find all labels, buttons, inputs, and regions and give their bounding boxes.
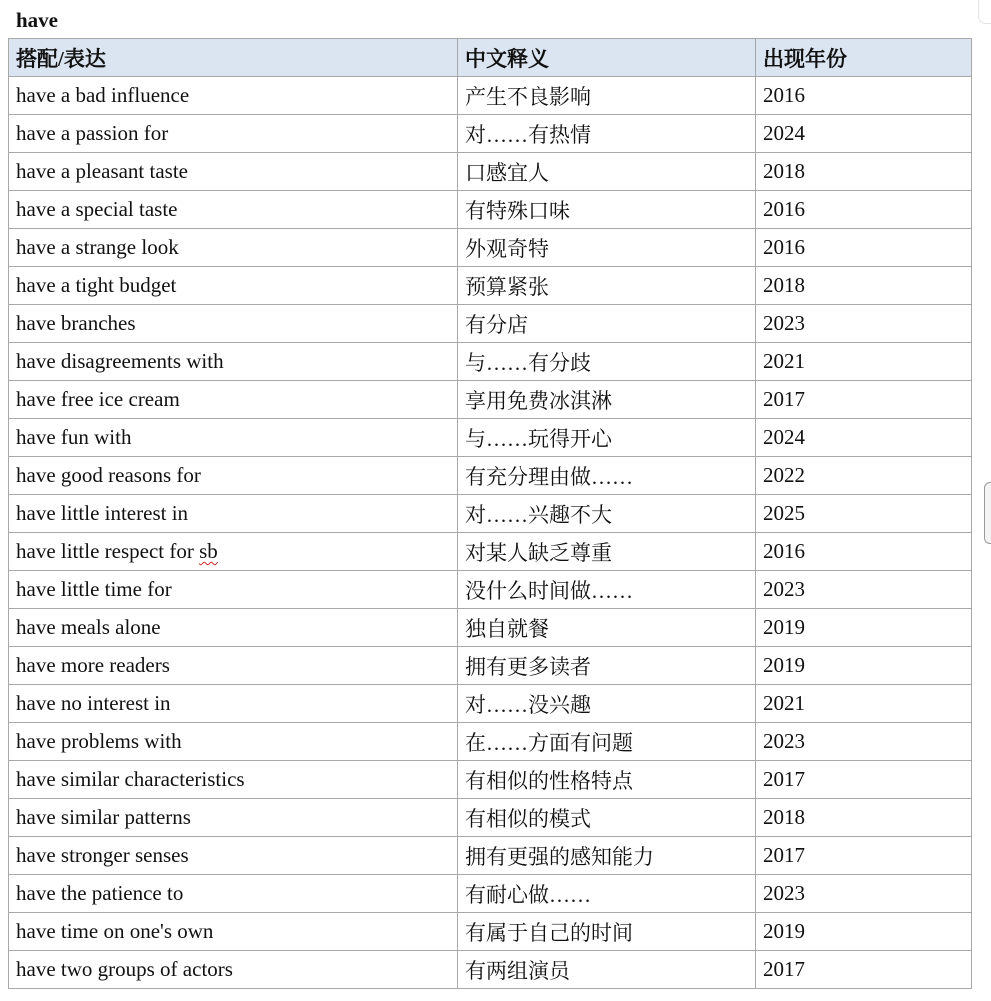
cell-phrase-text: have similar characteristics	[16, 767, 245, 791]
cell-phrase	[9, 153, 458, 191]
cell-year-text: 2023	[763, 729, 805, 753]
cell-phrase-text: have a strange look	[16, 235, 179, 259]
cell-phrase-text: have stronger senses	[16, 843, 189, 867]
cell-meaning-text: 有相似的模式	[465, 806, 591, 831]
table-row	[9, 799, 972, 837]
cell-meaning	[458, 837, 756, 875]
table-row	[9, 229, 972, 267]
cell-phrase-text: have a bad influence	[16, 83, 190, 107]
cell-meaning	[458, 229, 756, 267]
cell-meaning-text: 外观奇特	[465, 236, 549, 261]
cell-year	[756, 533, 972, 571]
cell-meaning-text: 拥有更强的感知能力	[465, 844, 654, 869]
table-row	[9, 609, 972, 647]
cell-meaning-text: 有分店	[465, 312, 528, 337]
cell-meaning	[458, 761, 756, 799]
cell-year-text: 2019	[763, 615, 805, 639]
cell-phrase	[9, 343, 458, 381]
cell-meaning	[458, 153, 756, 191]
cell-year	[756, 267, 972, 305]
header-meaning: 中文释义	[458, 39, 756, 77]
cell-year-text: 2016	[763, 83, 805, 107]
cell-year-text: 2017	[763, 957, 805, 981]
cell-meaning	[458, 381, 756, 419]
cell-phrase-text: have little interest in	[16, 501, 189, 525]
window-corner	[978, 0, 991, 24]
cell-year-text: 2019	[763, 919, 805, 943]
cell-year	[756, 685, 972, 723]
cell-meaning-text: 有耐心做……	[465, 882, 591, 907]
cell-phrase	[9, 723, 458, 761]
cell-phrase	[9, 419, 458, 457]
cell-meaning	[458, 77, 756, 115]
cell-year	[756, 571, 972, 609]
table-row	[9, 115, 972, 153]
table-row	[9, 343, 972, 381]
table-row	[9, 77, 972, 115]
cell-meaning	[458, 191, 756, 229]
cell-meaning-text: 对……兴趣不大	[465, 502, 612, 527]
cell-year	[756, 153, 972, 191]
cell-meaning	[458, 799, 756, 837]
cell-year-text: 2024	[763, 121, 805, 145]
cell-phrase	[9, 685, 458, 723]
table-row	[9, 685, 972, 723]
cell-phrase-text: have two groups of actors	[16, 957, 233, 981]
cell-meaning-text: 口感宜人	[465, 160, 549, 185]
table-row	[9, 191, 972, 229]
table-row	[9, 267, 972, 305]
table-row	[9, 495, 972, 533]
cell-phrase-text: have a special taste	[16, 197, 178, 221]
table-row	[9, 951, 972, 989]
cell-year	[756, 951, 972, 989]
cell-phrase-text: have little time for	[16, 577, 172, 601]
cell-year-text: 2021	[763, 691, 805, 715]
cell-year	[756, 229, 972, 267]
cell-phrase	[9, 381, 458, 419]
cell-year	[756, 457, 972, 495]
cell-year-text: 2023	[763, 881, 805, 905]
cell-phrase-text: have good reasons for	[16, 463, 201, 487]
table-row	[9, 913, 972, 951]
cell-meaning-text: 有充分理由做……	[465, 464, 633, 489]
cell-year	[756, 799, 972, 837]
cell-meaning	[458, 571, 756, 609]
cell-phrase-text: have problems with	[16, 729, 182, 753]
cell-meaning-text: 有特殊口味	[465, 198, 570, 223]
cell-phrase-text: have the patience to	[16, 881, 184, 905]
cell-meaning-text: 独自就餐	[465, 616, 549, 641]
cell-year-text: 2023	[763, 311, 805, 335]
cell-phrase	[9, 495, 458, 533]
table-header-row	[9, 39, 972, 77]
cell-phrase	[9, 761, 458, 799]
cell-meaning	[458, 343, 756, 381]
cell-phrase	[9, 305, 458, 343]
cell-meaning-text: 没什么时间做……	[465, 578, 633, 603]
cell-meaning	[458, 647, 756, 685]
cell-year-text: 2019	[763, 653, 805, 677]
table-row	[9, 837, 972, 875]
cell-phrase-text: have disagreements with	[16, 349, 224, 373]
table-row	[9, 381, 972, 419]
cell-meaning	[458, 723, 756, 761]
cell-phrase	[9, 457, 458, 495]
cell-phrase	[9, 191, 458, 229]
cell-year-text: 2016	[763, 235, 805, 259]
cell-phrase	[9, 799, 458, 837]
cell-phrase-text: have little respect for sb	[16, 539, 218, 563]
cell-meaning	[458, 533, 756, 571]
cell-meaning	[458, 495, 756, 533]
cell-phrase	[9, 229, 458, 267]
table-row	[9, 761, 972, 799]
cell-phrase-text: have meals alone	[16, 615, 161, 639]
table-body	[9, 77, 972, 989]
cell-year	[756, 647, 972, 685]
cell-year	[756, 381, 972, 419]
cell-phrase-text: have time on one's own	[16, 919, 214, 943]
cell-meaning-text: 产生不良影响	[465, 84, 591, 109]
cell-year-text: 2024	[763, 425, 805, 449]
cell-year	[756, 495, 972, 533]
cell-phrase-text: have a passion for	[16, 121, 169, 145]
cell-meaning-text: 对某人缺乏尊重	[465, 540, 612, 565]
cell-phrase	[9, 647, 458, 685]
table-row	[9, 533, 972, 571]
cell-meaning-text: 有属于自己的时间	[465, 920, 633, 945]
header-phrase: 搭配/表达	[9, 39, 458, 77]
cell-year-text: 2017	[763, 843, 805, 867]
cell-meaning	[458, 419, 756, 457]
cell-meaning	[458, 685, 756, 723]
cell-year-text: 2022	[763, 463, 805, 487]
table-row	[9, 647, 972, 685]
cell-phrase-text: have a tight budget	[16, 273, 177, 297]
cell-year	[756, 723, 972, 761]
cell-phrase	[9, 609, 458, 647]
cell-phrase-text: have more readers	[16, 653, 170, 677]
table-row	[9, 153, 972, 191]
cell-year	[756, 913, 972, 951]
cell-meaning-text: 对……有热情	[465, 122, 591, 147]
table-row	[9, 875, 972, 913]
side-panel-handle[interactable]	[984, 482, 991, 544]
cell-year	[756, 609, 972, 647]
cell-phrase	[9, 875, 458, 913]
cell-meaning-text: 有两组演员	[465, 958, 570, 983]
cell-phrase-text: have free ice cream	[16, 387, 180, 411]
cell-phrase-text: have no interest in	[16, 691, 171, 715]
cell-meaning-text: 在……方面有问题	[465, 730, 633, 755]
cell-year	[756, 191, 972, 229]
cell-meaning-text: 享用免费冰淇淋	[465, 388, 612, 413]
cell-meaning-text: 对……没兴趣	[465, 692, 591, 717]
spellcheck-mark: sb	[199, 539, 218, 563]
cell-year-text: 2023	[763, 577, 805, 601]
cell-year	[756, 77, 972, 115]
cell-phrase	[9, 571, 458, 609]
cell-year-text: 2018	[763, 805, 805, 829]
cell-year	[756, 761, 972, 799]
cell-year	[756, 343, 972, 381]
cell-phrase-text: have fun with	[16, 425, 132, 449]
table-row	[9, 457, 972, 495]
table-row	[9, 571, 972, 609]
cell-year-text: 2016	[763, 197, 805, 221]
cell-meaning	[458, 267, 756, 305]
cell-meaning-text: 与……玩得开心	[465, 426, 612, 451]
cell-meaning	[458, 457, 756, 495]
table-row	[9, 305, 972, 343]
cell-phrase-text: have a pleasant taste	[16, 159, 188, 183]
cell-phrase	[9, 913, 458, 951]
table-row	[9, 723, 972, 761]
cell-phrase-text: have branches	[16, 311, 136, 335]
cell-meaning-text: 拥有更多读者	[465, 654, 591, 679]
cell-phrase	[9, 951, 458, 989]
cell-meaning-text: 有相似的性格特点	[465, 768, 633, 793]
cell-phrase	[9, 115, 458, 153]
cell-meaning-text: 与……有分歧	[465, 350, 591, 375]
cell-year	[756, 837, 972, 875]
table-row	[9, 419, 972, 457]
cell-year	[756, 115, 972, 153]
cell-year	[756, 875, 972, 913]
cell-phrase	[9, 837, 458, 875]
cell-phrase	[9, 533, 458, 571]
cell-meaning	[458, 913, 756, 951]
cell-meaning	[458, 875, 756, 913]
cell-phrase-text: have similar patterns	[16, 805, 191, 829]
vocabulary-table	[8, 38, 972, 989]
cell-meaning	[458, 305, 756, 343]
cell-phrase	[9, 77, 458, 115]
cell-year	[756, 305, 972, 343]
cell-meaning	[458, 951, 756, 989]
cell-year-text: 2017	[763, 767, 805, 791]
cell-year-text: 2016	[763, 539, 805, 563]
cell-year-text: 2017	[763, 387, 805, 411]
document-title: have	[16, 8, 58, 32]
cell-meaning	[458, 115, 756, 153]
cell-meaning	[458, 609, 756, 647]
cell-year	[756, 419, 972, 457]
header-year: 出现年份	[756, 39, 972, 77]
cell-meaning-text: 预算紧张	[465, 274, 549, 299]
cell-phrase	[9, 267, 458, 305]
cell-year-text: 2025	[763, 501, 805, 525]
cell-year-text: 2018	[763, 159, 805, 183]
cell-year-text: 2018	[763, 273, 805, 297]
cell-year-text: 2021	[763, 349, 805, 373]
